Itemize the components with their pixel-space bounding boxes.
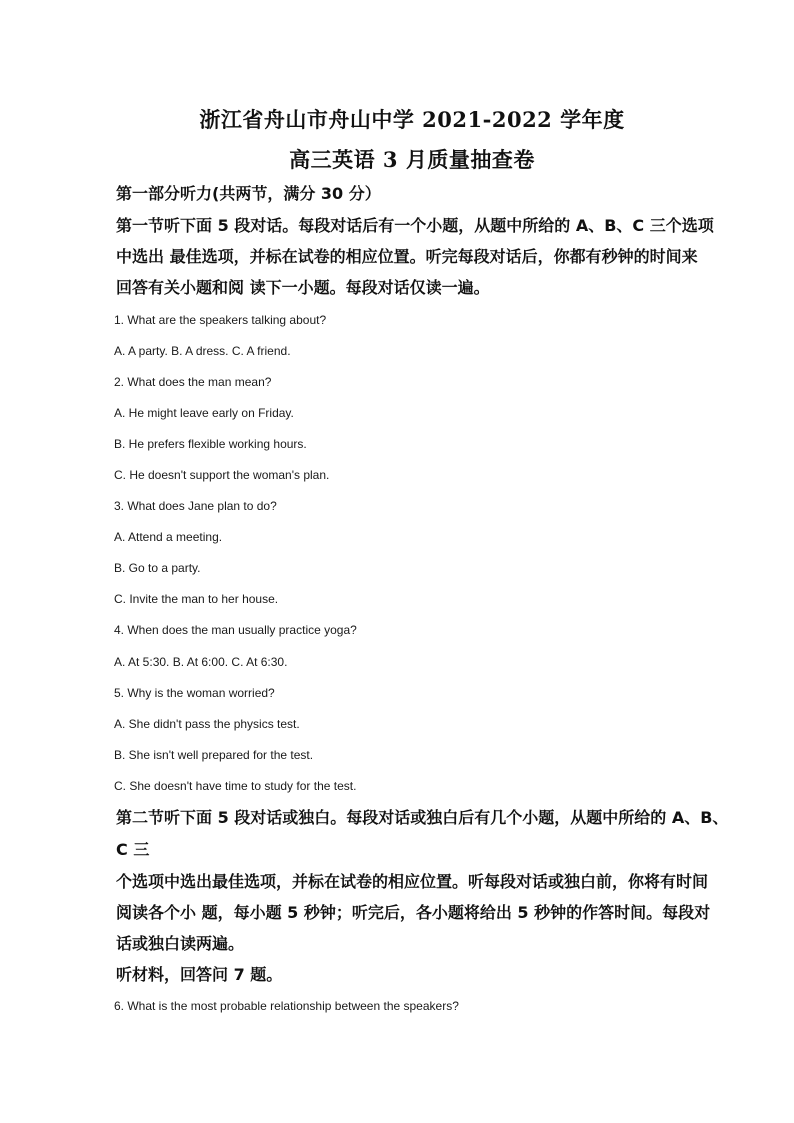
question-text: 5. Why is the woman worried?: [114, 686, 275, 700]
answer-options: A. A party. B. A dress. C. A friend.: [114, 344, 291, 358]
answer-option: B. She isn't well prepared for the test.: [114, 748, 314, 762]
question-text: 1. What are the speakers talking about?: [114, 313, 327, 327]
question-text: 3. What does Jane plan to do?: [114, 499, 277, 513]
question-text: 2. What does the man mean?: [114, 375, 272, 389]
section2-instruction-line: 个选项中选出最佳选项，并标在试卷的相应位置。听每段对话或独白前，你将有时间: [116, 872, 709, 891]
answer-option: C. She doesn't have time to study for the test.: [114, 779, 357, 793]
answer-option: A. Attend a meeting.: [114, 530, 223, 544]
answer-option: A. She didn't pass the physics test.: [114, 717, 300, 731]
answer-option: B. Go to a party.: [114, 561, 201, 575]
question-text: 6. What is the most probable relationship between the speakers?: [114, 999, 459, 1013]
section2-instruction-line: 听材料，回答问 7 题。: [116, 965, 283, 984]
exam-title-line1: 浙江省舟山市舟山中学 2021-2022 学年度: [199, 107, 625, 132]
answer-option: A. He might leave early on Friday.: [114, 406, 294, 420]
question-text: 4. When does the man usually practice yoga?: [114, 623, 357, 637]
part1-heading: 第一部分听力(共两节，满分 30 分）: [116, 184, 381, 203]
section2-instruction-line: 话或独白读两遍。: [116, 934, 245, 953]
section1-instruction-line: 第一节听下面 5 段对话。每段对话后有一个小题，从题中所给的 A、B、C 三个选项: [116, 216, 714, 235]
section1-instruction-line: 中选出 最佳选项，并标在试卷的相应位置。听完每段对话后，你都有秒钟的时间来: [116, 247, 698, 266]
section1-instruction-line: 回答有关小题和阅 读下一小题。每段对话仅读一遍。: [116, 278, 490, 297]
section2-instruction-line: 第二节听下面 5 段对话或独白。每段对话或独白后有几个小题，从题中所给的 A、B、: [116, 808, 729, 827]
answer-options: A. At 5:30. B. At 6:00. C. At 6:30.: [114, 655, 288, 669]
exam-title-line2: 高三英语 3 月质量抽查卷: [289, 147, 535, 172]
section2-instruction-line: C 三: [116, 840, 150, 859]
answer-option: B. He prefers flexible working hours.: [114, 437, 307, 451]
section2-instruction-line: 阅读各个小 题，每小题 5 秒钟；听完后，各小题将给出 5 秒钟的作答时间。每段对: [116, 903, 711, 922]
answer-option: C. He doesn't support the woman's plan.: [114, 468, 330, 482]
answer-option: C. Invite the man to her house.: [114, 592, 279, 606]
